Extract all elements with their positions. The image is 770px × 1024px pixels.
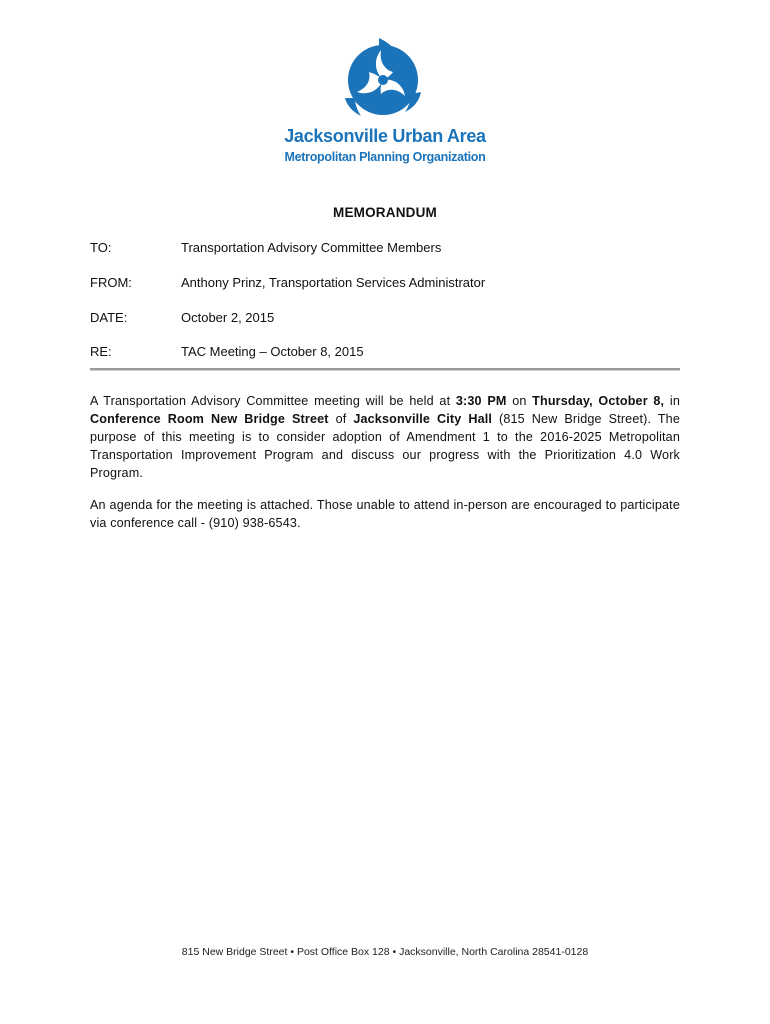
body-paragraph-1	[90, 392, 680, 482]
p1-text: in	[664, 394, 680, 408]
header-divider	[90, 368, 680, 371]
footer-address: 815 New Bridge Street • Post Office Box 128 • Jacksonville, North Carolina 28541-0128	[181, 946, 589, 958]
from-label: FROM:	[90, 275, 132, 290]
mpo-swirl-logo-icon	[335, 32, 431, 120]
org-subtitle: Metropolitan Planning Organization	[284, 150, 486, 164]
body-paragraph-2: An agenda for the meeting is attached. Those unable to attend in-person are encouraged to participate via conference call - (910) 938-6543.	[90, 498, 680, 530]
memo-title: MEMORANDUM	[333, 205, 437, 220]
to-value: Transportation Advisory Committee Members	[181, 240, 442, 255]
org-name: Jacksonville Urban Area	[284, 126, 486, 146]
p1-text: of	[328, 412, 354, 426]
p1-text: A Transportation Advisory Committee meeting will be held at	[90, 394, 456, 408]
from-value: Anthony Prinz, Transportation Services Administrator	[181, 275, 486, 290]
meeting-date: Thursday, October 8,	[532, 394, 665, 408]
date-label: DATE:	[90, 310, 128, 325]
meeting-place: Jacksonville City Hall	[353, 412, 493, 426]
re-label: RE:	[90, 344, 112, 359]
re-value: TAC Meeting – October 8, 2015	[181, 344, 364, 359]
date-value: October 2, 2015	[181, 310, 275, 325]
meeting-time: 3:30 PM	[455, 394, 507, 408]
p1-text: on	[506, 394, 533, 408]
meeting-room: Conference Room New Bridge Street	[90, 412, 329, 426]
to-label: TO:	[90, 240, 112, 255]
p1-text: (815 New Bridge Street). The purpose of this meeting is to consider adoption of Amendment 1 to the 2016-2025 Metropolitan Transportation Improvement Program and discuss our progress with the Prioritization 4.0 Work Program.	[90, 412, 680, 480]
